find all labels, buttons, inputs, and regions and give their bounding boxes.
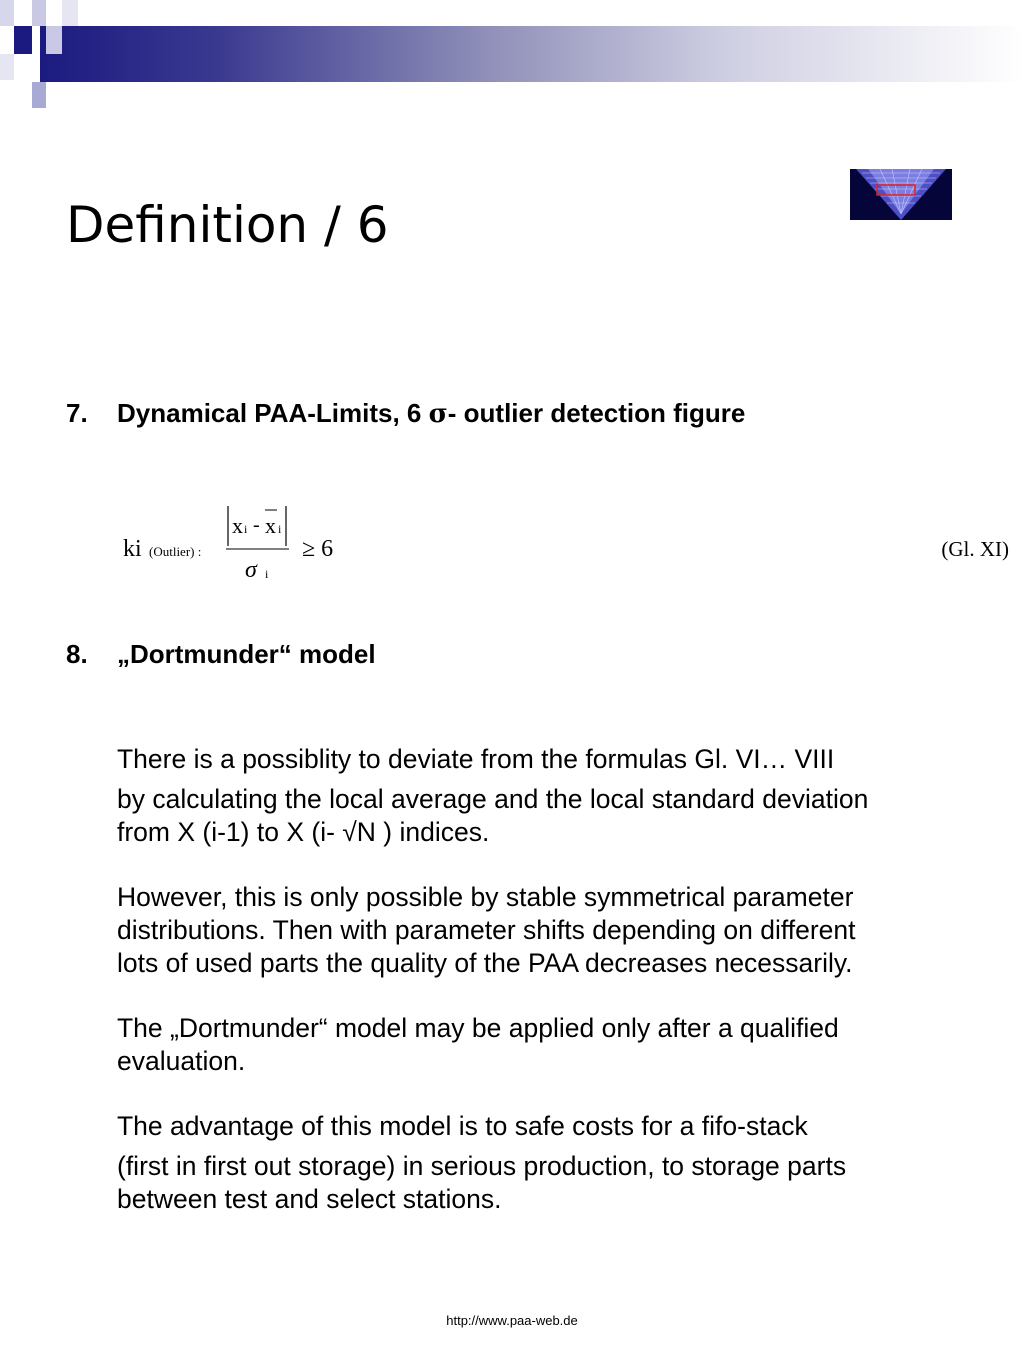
paragraph-line: However, this is only possible by stable symmetrical parameter (117, 882, 854, 912)
header-square (0, 54, 14, 80)
numerator-xbar: x (265, 513, 276, 538)
header-square (46, 26, 62, 54)
sigma-symbol: σ (428, 399, 448, 429)
header-square (32, 0, 46, 26)
footer-url: http://www.paa-web.de (446, 1313, 578, 1328)
paragraph-line: The „Dortmunder“ model may be applied only after a qualified (117, 1013, 839, 1043)
formula-relation: ≥ 6 (302, 536, 334, 562)
header-square (32, 82, 46, 108)
header-square (62, 0, 78, 26)
paragraph-line: distributions. Then with parameter shifts depending on different (117, 915, 856, 945)
numerator-x: x (232, 513, 243, 538)
denominator-subscript: i (265, 567, 269, 581)
body-paragraph (117, 1150, 997, 1216)
paragraph-line: between test and select stations. (117, 1184, 502, 1214)
paragraph-line: lots of used parts the quality of the PAA decreases necessarily. (117, 948, 853, 978)
numerator-minus: - (253, 514, 260, 536)
paragraph-line: (first in first out storage) in serious production, to storage parts (117, 1151, 847, 1181)
section-number: 7. (66, 398, 88, 428)
section-heading-text: „Dortmunder“ model (117, 639, 376, 669)
denominator-sigma: σ (245, 557, 257, 583)
heading-part: Dynamical PAA-Limits, 6 (117, 398, 429, 428)
slide-title: Definition / 6 (66, 196, 389, 254)
paragraph-line: The advantage of this model is to safe costs for a fifo-stack (117, 1111, 808, 1141)
paragraph-line: evaluation. (117, 1046, 246, 1076)
body-paragraph (117, 1012, 997, 1078)
section-number: 8. (66, 639, 88, 669)
body-paragraph (117, 881, 997, 980)
numerator-subscript: i (244, 522, 248, 536)
header-gradient-band (40, 26, 1024, 82)
body-paragraph (117, 783, 997, 849)
paa-logo-image (850, 169, 952, 220)
heading-part: - outlier detection figure (447, 398, 746, 428)
body-paragraph (117, 743, 997, 776)
section-heading-text (117, 398, 745, 429)
paragraph-line: from X (i-1) to X (i- √N ) indices. (117, 817, 490, 847)
paragraph-line: by calculating the local average and the local standard deviation (117, 784, 869, 814)
body-paragraph (117, 1110, 997, 1143)
paragraph-line: There is a possiblity to deviate from the formulas Gl. VI… VIII (117, 744, 835, 774)
numerator-subscript: i (278, 522, 282, 536)
formula-lhs: ki (123, 536, 142, 562)
formula-lhs-subscript: (Outlier) : (149, 544, 202, 559)
header-square (14, 26, 32, 54)
header-square (0, 0, 14, 26)
formula-reference: (Gl. XI) (941, 537, 1009, 561)
